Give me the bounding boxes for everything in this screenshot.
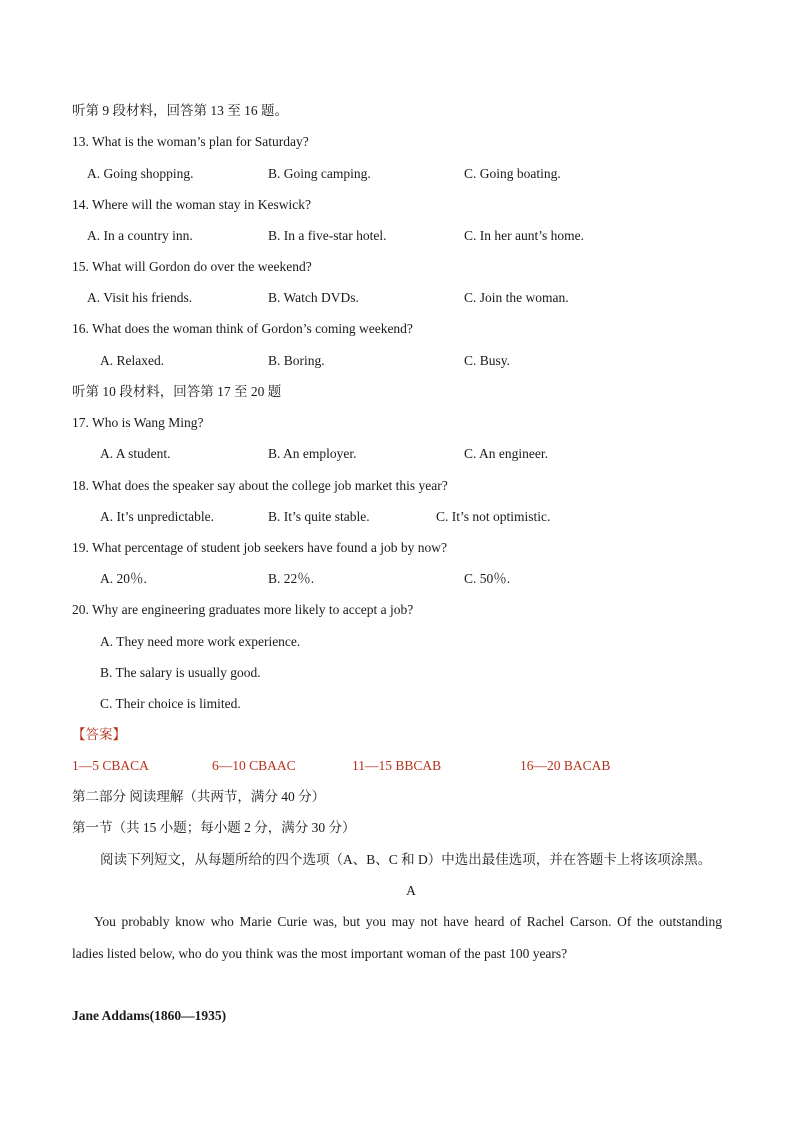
- question-17-stem: 17. Who is Wang Ming?: [72, 415, 204, 430]
- question-18-option-b: B. It’s quite stable.: [268, 509, 370, 524]
- question-16-option-c: C. Busy.: [464, 353, 511, 368]
- paragraph-line-1: You probably know who Marie Curie was, but you may not have heard of Rachel Carson. Of the outstanding: [94, 914, 722, 929]
- passage-label: A: [406, 883, 416, 898]
- question-20-option-c: C. Their choice is limited.: [100, 696, 241, 711]
- question-15-option-a: A. Visit his friends.: [87, 290, 193, 305]
- question-13-option-a: A. Going shopping.: [87, 166, 194, 181]
- question-15-stem: 15. What will Gordon do over the weekend?: [72, 259, 312, 274]
- question-19-option-a: A. 20％.: [100, 571, 147, 586]
- question-17-option-a: A. A student.: [100, 446, 171, 461]
- section-9-header: 听第 9 段材料，回答第 13 至 16 题。: [72, 103, 288, 118]
- answer-group-4: 16—20 BACAB: [520, 758, 611, 773]
- question-17-option-b: B. An employer.: [268, 446, 357, 461]
- question-19-option-c: C. 50％.: [464, 571, 511, 586]
- question-14-stem: 14. Where will the woman stay in Keswick?: [72, 197, 311, 212]
- answer-group-1: 1—5 CBACA: [72, 758, 149, 773]
- question-19-stem: 19. What percentage of student job seekers have found a job by now?: [72, 540, 448, 555]
- question-20-option-a: A. They need more work experience.: [100, 634, 301, 649]
- question-15-option-b: B. Watch DVDs.: [268, 290, 359, 305]
- question-18-option-c: C. It’s not optimistic.: [436, 509, 551, 524]
- person-subheading: Jane Addams(1860—1935): [72, 1008, 227, 1023]
- question-15-option-c: C. Join the woman.: [464, 290, 569, 305]
- question-20-option-b: B. The salary is usually good.: [100, 665, 261, 680]
- part-2-heading: 第二部分 阅读理解（共两节，满分 40 分）: [72, 789, 326, 804]
- section-10-header: 听第 10 段材料，回答第 17 至 20 题: [72, 384, 282, 399]
- answer-group-2: 6—10 CBAAC: [212, 758, 296, 773]
- question-14-option-a: A. In a country inn.: [87, 228, 193, 243]
- section-1-heading: 第一节（共 15 小题；每小题 2 分，满分 30 分）: [72, 820, 356, 835]
- question-16-stem: 16. What does the woman think of Gordon’s coming weekend?: [72, 321, 413, 336]
- reading-instruction: 阅读下列短文，从每题所给的四个选项（A、B、C 和 D）中选出最佳选项，并在答题卡上将该项涂黑。: [100, 852, 712, 867]
- question-18-option-a: A. It’s unpredictable.: [100, 509, 214, 524]
- question-14-option-c: C. In her aunt’s home.: [464, 228, 584, 243]
- question-19-option-b: B. 22％.: [268, 571, 315, 586]
- question-17-option-c: C. An engineer.: [464, 446, 548, 461]
- question-13-option-c: C. Going boating.: [464, 166, 561, 181]
- question-20-stem: 20. Why are engineering graduates more likely to accept a job?: [72, 602, 414, 617]
- answer-heading: 【答案】: [72, 727, 126, 742]
- question-13-stem: 13. What is the woman’s plan for Saturday?: [72, 134, 309, 149]
- question-16-option-b: B. Boring.: [268, 353, 325, 368]
- paragraph-line-2: ladies listed below, who do you think was the most important woman of the past 100 years?: [72, 946, 568, 961]
- question-13-option-b: B. Going camping.: [268, 166, 371, 181]
- question-14-option-b: B. In a five-star hotel.: [268, 228, 387, 243]
- question-16-option-a: A. Relaxed.: [100, 353, 165, 368]
- question-18-stem: 18. What does the speaker say about the college job market this year?: [72, 478, 448, 493]
- answer-group-3: 11—15 BBCAB: [352, 758, 442, 773]
